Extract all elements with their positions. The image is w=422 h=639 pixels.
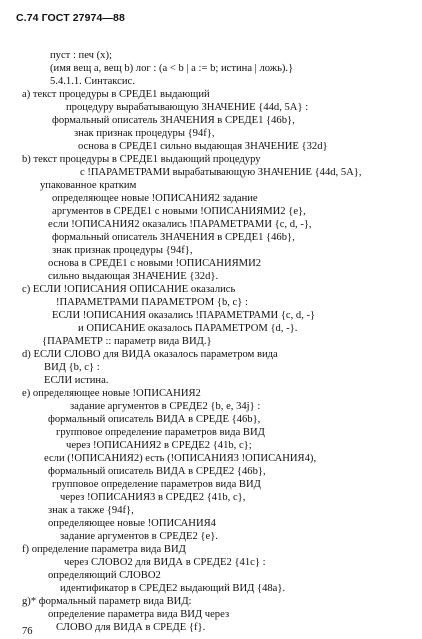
- text-line: и ОПИСАНИЕ оказалось ПАРАМЕТРОМ {d, -}.: [78, 323, 298, 334]
- text-line: g)* формальный параметр вида ВИД:: [22, 596, 192, 607]
- text-line: процедуру вырабатывающую ЗНАЧЕНИЕ {44d, 5A} :: [66, 102, 309, 113]
- text-line: формальный описатель ЗНАЧЕНИЯ в СРЕДЕ1 {46b},: [52, 232, 295, 243]
- text-line: формальный описатель ВИДА в СРЕДЕ {46b},: [48, 414, 261, 425]
- text-line: задание аргументов в СРЕДЕ2 {b, e, 34j} :: [70, 401, 261, 412]
- text-line: через !ОПИСАНИЯ2 в СРЕДЕ2 {41b, c};: [66, 440, 252, 451]
- text-line: c) ЕСЛИ !ОПИСАНИЯ ОПИСАНИЕ оказались: [22, 284, 236, 295]
- text-line: d) ЕСЛИ СЛОВО для ВИДА оказалось параметром вида: [22, 349, 278, 360]
- text-line: через СЛОВО2 для ВИДА в СРЕДЕ2 {41c} :: [64, 557, 266, 568]
- text-line: аргументов в СРЕДЕ1 с новыми !ОПИСАНИЯМИ2 {e},: [52, 206, 306, 217]
- text-line: f) определение параметра вида ВИД: [22, 544, 186, 555]
- text-line: !ПАРАМЕТРАМИ ПАРАМЕТРОМ {b, c} :: [56, 297, 248, 308]
- text-line: с !ПАРАМЕТРАМИ вырабатывающую ЗНАЧЕНИЕ {44d, 5A},: [80, 167, 362, 178]
- text-line: основа в СРЕДЕ1 сильно выдающая ЗНАЧЕНИЕ {32d}: [78, 141, 328, 152]
- text-line: знак а также {94f},: [48, 505, 134, 516]
- text-line: упакованное кратким: [40, 180, 137, 191]
- text-line: СЛОВО для ВИДА в СРЕДЕ {f}.: [56, 622, 206, 633]
- text-line: определяющее новые !ОПИСАНИЯ2 задание: [52, 193, 258, 204]
- text-line: групповое определение параметров вида ВИД: [52, 479, 261, 490]
- text-line: если (!ОПИСАНИЯ2) есть (!ОПИСАНИЯ3 !ОПИСАНИЯ4),: [44, 453, 317, 464]
- text-line: знак признак процедуры {94f},: [74, 128, 215, 139]
- text-line: ВИД {b, c} :: [44, 362, 100, 373]
- text-line: формальный описатель ЗНАЧЕНИЯ в СРЕДЕ1 {46b},: [52, 115, 295, 126]
- text-line: сильно выдающая ЗНАЧЕНИЕ {32d}.: [48, 271, 219, 282]
- text-line: основа в СРЕДЕ1 с новыми !ОПИСАНИЯМИ2: [48, 258, 262, 269]
- text-line: идентификатор в СРЕДЕ2 выдающий ВИД {48a}.: [60, 583, 286, 594]
- text-line: e) определяющее новые !ОПИСАНИЯ2: [22, 388, 201, 399]
- text-line: ЕСЛИ истина.: [44, 375, 109, 386]
- text-line: {ПАРАМЕТР :: параметр вида ВИД.}: [42, 336, 212, 347]
- text-line: формальный описатель ВИДА в СРЕДЕ2 {46b},: [48, 466, 266, 477]
- text-line: пуст : печ (x);: [50, 50, 112, 61]
- text-line: 5.4.1.1. Синтаксис.: [50, 76, 135, 87]
- text-line: через !ОПИСАНИЯ3 в СРЕДЕ2 {41b, c},: [60, 492, 246, 503]
- text-line: (имя вещ а, вещ b) лог : (a < b | a := b; истина | ложь).}: [50, 63, 294, 74]
- text-line: определение параметра вида ВИД через: [48, 609, 230, 620]
- page-number: 76: [22, 626, 33, 637]
- text-line: групповое определение параметров вида ВИД: [56, 427, 265, 438]
- text-line: задание аргументов в СРЕДЕ2 {e}.: [60, 531, 218, 542]
- text-line: определяющее новые !ОПИСАНИЯ4: [48, 518, 216, 529]
- text-line: b) текст процедуры в СРЕДЕ1 выдающий процедуру: [22, 154, 261, 165]
- text-line: знак признак процедуры {94f},: [52, 245, 193, 256]
- text-line: ЕСЛИ !ОПИСАНИЯ оказались !ПАРАМЕТРАМИ {c, d, -}: [52, 310, 316, 321]
- text-line: a) текст процедуры в СРЕДЕ1 выдающий: [22, 89, 210, 100]
- page-header: С.74 ГОСТ 27974—88: [16, 12, 125, 24]
- text-line: определяющий СЛОВО2: [48, 570, 161, 581]
- text-line: если !ОПИСАНИЯ2 оказались !ПАРАМЕТРАМИ {c, d, -},: [48, 219, 312, 230]
